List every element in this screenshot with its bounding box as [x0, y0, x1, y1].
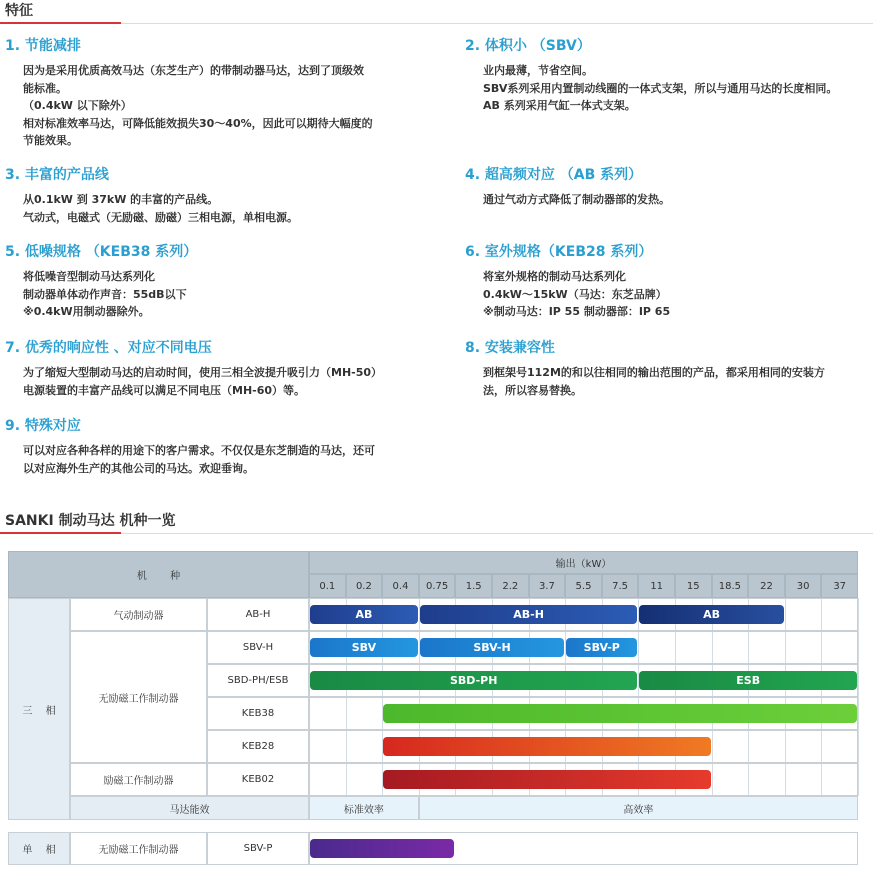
feature-line: ※0.4kW用制动器除外。	[23, 305, 150, 318]
output-tick-label: 0.1	[309, 574, 346, 598]
feature-body	[5, 191, 415, 226]
output-tick-label: 37	[821, 574, 858, 598]
output-tick-label: 0.75	[419, 574, 456, 598]
feature-line: 从0.1kW 到 37kW 的丰富的产品线。	[23, 193, 219, 206]
output-tick-label: 3.7	[529, 574, 566, 598]
feature-heading: 4. 超高频对应 （AB 系列）	[465, 167, 643, 183]
range-bar-ab-h: AB	[639, 605, 783, 624]
efficiency-standard: 标准效率	[309, 796, 419, 820]
feature-heading: 5. 低噪规格 （KEB38 系列）	[5, 244, 198, 260]
feature-heading: 8. 安装兼容性	[465, 340, 555, 356]
features-divider-accent	[0, 22, 121, 24]
output-tick-label: 0.4	[382, 574, 419, 598]
range-bar-keb28	[383, 737, 710, 756]
feature-line: 法，所以容易替换。	[483, 383, 582, 397]
model-label: SBD-PH/ESB	[207, 664, 309, 697]
feature-item-1	[5, 37, 415, 150]
feature-heading: 7. 优秀的响应性 、对应不同电压	[5, 340, 212, 356]
output-tick-label: 22	[748, 574, 785, 598]
feature-line: 相对标准效率马达，可降低能效损失30～40%，因此可以期待大幅度的	[23, 116, 373, 130]
range-bar-sbv-p-single	[310, 839, 454, 858]
feature-body	[5, 364, 415, 399]
feature-body	[465, 191, 873, 209]
feature-line: SBV系列采用内置制动线圈的一体式支架，所以与通用马达的长度相同。	[483, 81, 838, 95]
lineup-divider	[0, 533, 873, 534]
range-bar-sbd-ph-esb: ESB	[639, 671, 857, 690]
feature-line: 业内最薄，节省空间。	[483, 64, 593, 77]
efficiency-label: 马达能效	[70, 796, 309, 820]
feature-body	[465, 364, 873, 399]
model-label: KEB38	[207, 697, 309, 730]
lineup-divider-accent	[0, 532, 121, 534]
feature-line: 将低噪音型制动马达系列化	[23, 270, 155, 283]
feature-line: 因为是采用优质高效马达（东芝生产）的带制动器马达，达到了顶级效	[23, 64, 364, 77]
feature-line: 0.4kW～15kW（马达：东芝品牌）	[483, 287, 667, 301]
group-nonexcited-label: 无励磁工作制动器	[70, 631, 207, 763]
feature-line: 节能效果。	[23, 134, 78, 147]
feature-line: 以对应海外生产的其他公司的马达。欢迎垂询。	[23, 461, 254, 475]
phase-three-label: 三 相	[8, 598, 70, 820]
output-tick-label: 15	[675, 574, 712, 598]
group-pneumatic-label: 气动制动器	[70, 598, 207, 631]
grid-line	[858, 598, 859, 796]
features-title: 特征	[5, 3, 33, 19]
lineup-title: SANKI 制动马达 机种一览	[5, 513, 176, 529]
feature-item-6	[465, 243, 873, 321]
range-bar-sbv-h: SBV	[310, 638, 418, 657]
range-bar-ab-h: AB	[310, 605, 418, 624]
feature-item-2	[465, 37, 873, 115]
feature-body	[465, 62, 873, 115]
feature-line: ※制动马达：IP 55 制动器部：IP 65	[483, 305, 671, 318]
feature-item-7	[5, 339, 415, 399]
feature-heading: 2. 体积小 （SBV）	[465, 38, 591, 54]
output-tick-label: 11	[638, 574, 675, 598]
header-model: 机 种	[8, 551, 309, 598]
feature-item-3	[5, 166, 415, 226]
group-excited-label: 励磁工作制动器	[70, 763, 207, 796]
output-tick-label: 0.2	[346, 574, 383, 598]
output-tick-label: 30	[785, 574, 822, 598]
feature-line: 电源装置的丰富产品线可以满足不同电压（MH-60）等。	[23, 383, 306, 397]
feature-line: 气动式，电磁式（无励磁、励磁）三相电源，单相电源。	[23, 210, 298, 224]
feature-line: 到框架号112M的和以往相同的输出范围的产品，都采用相同的安装方	[483, 366, 825, 379]
model-label: SBV-P	[207, 832, 309, 865]
output-tick-label: 1.5	[455, 574, 492, 598]
feature-heading: 9. 特殊对应	[5, 418, 81, 434]
feature-line: AB 系列采用气缸一体式支架。	[483, 99, 636, 112]
feature-item-5	[5, 243, 415, 321]
feature-line: （0.4kW 以下除外）	[23, 99, 132, 112]
range-bar-keb38	[383, 704, 857, 723]
feature-body	[5, 268, 415, 321]
feature-line: 能标准。	[23, 81, 67, 95]
output-tick-label: 7.5	[602, 574, 639, 598]
feature-item-8	[465, 339, 873, 399]
feature-heading: 1. 节能减排	[5, 38, 81, 54]
feature-line: 可以对应各种各样的用途下的客户需求。不仅仅是东芝制造的马达，还可	[23, 444, 375, 457]
feature-heading: 6. 室外规格（KEB28 系列）	[465, 244, 653, 260]
output-tick-label: 5.5	[565, 574, 602, 598]
range-bar-ab-h: AB-H	[420, 605, 638, 624]
model-label: SBV-H	[207, 631, 309, 664]
model-label: AB-H	[207, 598, 309, 631]
range-bar-sbd-ph-esb: SBD-PH	[310, 671, 637, 690]
phase-single-label: 单 相	[8, 832, 70, 865]
range-bar-keb02	[383, 770, 710, 789]
feature-body	[5, 62, 415, 150]
range-bar-sbv-h: SBV-P	[566, 638, 637, 657]
feature-line: 制动器单体动作声音：55dB以下	[23, 287, 187, 301]
range-bar-sbv-h: SBV-H	[420, 638, 564, 657]
output-tick-label: 18.5	[712, 574, 749, 598]
feature-body	[5, 442, 415, 477]
feature-body	[465, 268, 873, 321]
features-divider	[0, 23, 873, 24]
group-nonexcited-single-label: 无励磁工作制动器	[70, 832, 207, 865]
output-tick-label: 2.2	[492, 574, 529, 598]
model-label: KEB28	[207, 730, 309, 763]
feature-line: 将室外规格的制动马达系列化	[483, 270, 626, 283]
feature-item-9	[5, 417, 415, 477]
feature-item-4	[465, 166, 873, 209]
header-output: 输出（kW）	[309, 551, 858, 574]
model-label: KEB02	[207, 763, 309, 796]
feature-heading: 3. 丰富的产品线	[5, 167, 109, 183]
feature-line: 为了缩短大型制动马达的启动时间，使用三相全波提升吸引力（MH-50）	[23, 366, 383, 379]
feature-line: 通过气动方式降低了制动器部的发热。	[483, 193, 670, 206]
efficiency-high: 高效率	[419, 796, 858, 820]
